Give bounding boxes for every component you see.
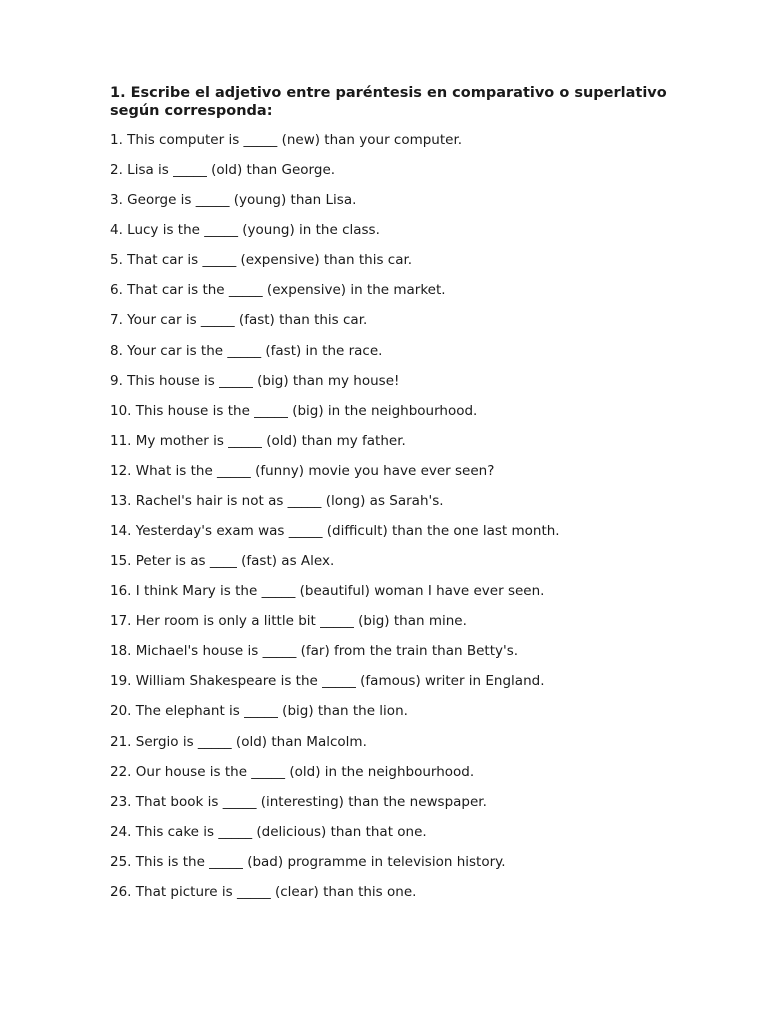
exercise-item: 10. This house is the _____ (big) in the neighbourhood. bbox=[110, 402, 478, 419]
exercise-item: 6. That car is the _____ (expensive) in the market. bbox=[110, 282, 446, 299]
exercise-item: 2. Lisa is _____ (old) than George. bbox=[110, 162, 336, 179]
exercise-item: 13. Rachel's hair is not as _____ (long) as Sarah's. bbox=[110, 492, 444, 509]
exercise-item: 16. I think Mary is the _____ (beautiful) woman I have ever seen. bbox=[110, 583, 545, 600]
exercise-heading: 1. Escribe el adjetivo entre paréntesis en comparativo o superlativo según corresponda: bbox=[110, 85, 667, 119]
exercise-item: 8. Your car is the _____ (fast) in the race. bbox=[110, 342, 383, 359]
exercise-item: 19. William Shakespeare is the _____ (famous) writer in England. bbox=[110, 673, 545, 690]
exercise-item: 5. That car is _____ (expensive) than this car. bbox=[110, 252, 413, 269]
exercise-item: 4. Lucy is the _____ (young) in the class. bbox=[110, 222, 380, 239]
exercise-item: 25. This is the _____ (bad) programme in television history. bbox=[110, 853, 506, 870]
exercise-item: 24. This cake is _____ (delicious) than that one. bbox=[110, 823, 427, 840]
exercise-item: 15. Peter is as ____ (fast) as Alex. bbox=[110, 553, 335, 570]
exercise-item: 11. My mother is _____ (old) than my father. bbox=[110, 432, 406, 449]
exercise-item: 18. Michael's house is _____ (far) from the train than Betty's. bbox=[110, 643, 519, 660]
exercise-item: 26. That picture is _____ (clear) than this one. bbox=[110, 883, 417, 900]
exercise-item: 1. This computer is _____ (new) than your computer. bbox=[110, 132, 463, 148]
exercise-list bbox=[110, 131, 730, 913]
exercise-item: 17. Her room is only a little bit _____ (big) than mine. bbox=[110, 613, 467, 630]
exercise-item: 23. That book is _____ (interesting) than the newspaper. bbox=[110, 793, 487, 810]
exercise-item: 9. This house is _____ (big) than my house! bbox=[110, 372, 400, 389]
exercise-item: 3. George is _____ (young) than Lisa. bbox=[110, 192, 357, 209]
exercise-item: 12. What is the _____ (funny) movie you have ever seen? bbox=[110, 462, 495, 479]
exercise-item: 7. Your car is _____ (fast) than this car. bbox=[110, 312, 368, 329]
exercise-item: 22. Our house is the _____ (old) in the neighbourhood. bbox=[110, 763, 475, 780]
exercise-item: 20. The elephant is _____ (big) than the lion. bbox=[110, 703, 408, 720]
exercise-item: 14. Yesterday's exam was _____ (difficult) than the one last month. bbox=[110, 523, 560, 540]
exercise-item: 21. Sergio is _____ (old) than Malcolm. bbox=[110, 733, 367, 750]
